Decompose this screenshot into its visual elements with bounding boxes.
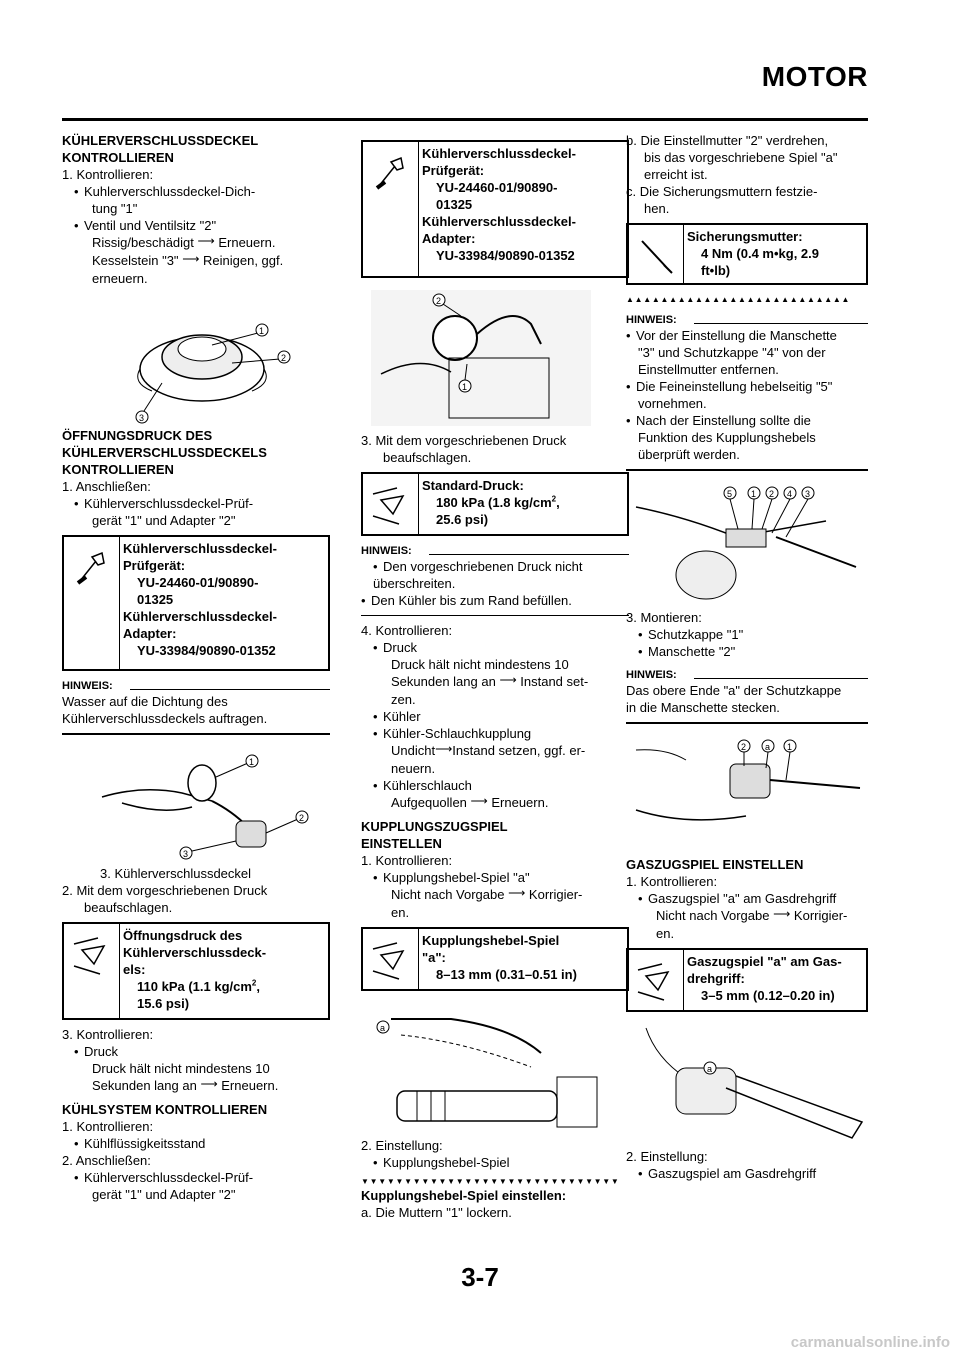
bullet: • Ventil und Ventilsitz "2" [62,217,330,234]
bullet: • Schutzkappe "1" [626,626,868,643]
step: 3. Montieren: [626,610,702,625]
bullet-cont: Undicht⟶Instand setzen, ggf. er- [391,742,586,758]
bullet-cont: Einstellmutter entfernen. [638,362,779,377]
spec-box-pressure: Öffnungsdruck des Kühlerverschlussdeck- els: 110 kPa (1.1 $kg/cm^2$, 15.6 psi) [62,922,330,1020]
step: 2. Anschließen: [62,1153,151,1168]
triangle-marker-row: ▼▼▼▼▼▼▼▼▼▼▼▼▼▼▼▼▼▼▼▼▼▼▼▼▼▼▼▼▼▼ [361,1177,620,1186]
svg-text:5: 5 [727,489,733,499]
bullet-cont: Funktion des Kupplungshebels [638,430,816,445]
watermark: carmanualsonline.info [790,1334,950,1351]
step-cont: bis das vorgeschriebene Spiel "a" [644,150,838,165]
divider [626,469,868,471]
clutch-adjuster-figure [626,477,868,609]
spec-box-clutch: Kupplungshebel-Spiel "a": 8–13 mm (0.31–0.51 in) [361,927,629,991]
svg-text:2: 2 [436,296,442,306]
step: 1. Kontrollieren: [62,1119,154,1134]
divider [62,733,330,735]
section-heading: GASZUGSPIEL EINSTELLEN [626,857,804,872]
radiator-cap-figure [62,287,330,427]
hinweis-label: HINWEIS: [361,544,629,558]
bullet-cont: Sekunden lang an ⟶ Instand set- [391,673,589,689]
wrench-tool-icon [363,142,419,276]
step: 1. Anschließen: [62,479,151,494]
bullet: • Den vorgeschriebenen Druck nicht [361,558,629,575]
svg-text:a: a [765,742,771,752]
bullet-cont: gerät "1" und Adapter "2" [92,513,236,528]
section-heading: KÜHLERVERSCHLUSSDECKEL KONTROLLIEREN [62,133,259,165]
cap-tester-figure [62,741,330,865]
radiator-test-figure [361,284,629,432]
svg-text:3: 3 [139,413,145,423]
step-cont: hen. [644,201,670,216]
bullet: • Kühlerverschlussdeckel-Prüf- [62,1169,330,1186]
bullet: • Nach der Einstellung sollte die [626,412,868,429]
column-1 [62,132,330,1203]
bullet-cont: überprüft werden. [638,447,740,462]
bullet-cont: tung "1" [92,201,138,216]
step: b. Die Einstellmutter "2" verdrehen, [626,133,829,148]
bullet: • Gaszugspiel am Gasdrehgriff [626,1165,868,1182]
note-text: in die Manschette stecken. [626,700,780,715]
bullet: • Kuhlerverschlussdeckel-Dich- [62,183,330,200]
bullet: • Kühlerverschlussdeckel-Prüf- [62,495,330,512]
bullet-cont: Sekunden lang an ⟶ Erneuern. [92,1077,279,1093]
svg-text:1: 1 [259,326,265,336]
section-heading: ÖFFNUNGSDRUCK DES KÜHLERVERSCHLUSSDECKELS KONTROLLIEREN [62,428,267,477]
step-cont: erreicht ist. [644,167,708,182]
note-text: Wasser auf die Dichtung des [62,694,228,709]
bullet-cont: erneuern. [92,271,148,286]
bullet-cont: Druck hält nicht mindestens 10 [92,1061,270,1076]
hinweis-label: HINWEIS: [626,313,868,327]
figure-caption: 3. Kühlerverschlussdeckel [100,866,252,881]
svg-text:1: 1 [249,757,255,767]
bullet-cont: zen. [391,692,416,707]
bullet: • Druck [361,639,629,656]
section-heading: KUPPLUNGSZUGSPIEL EINSTELLEN [361,819,508,851]
torque-wrench-icon [363,474,419,534]
column-3 [626,132,868,1182]
bullet: • Vor der Einstellung die Manschette [626,327,868,344]
wrench-tool-icon [64,537,120,669]
bullet: • Kupplungshebel-Spiel "a" [361,869,629,886]
bullet-cont: en. [656,926,675,941]
svg-text:1: 1 [462,382,468,392]
step: c. Die Sicherungsmuttern festzie- [626,184,818,199]
step: a. Die Muttern "1" lockern. [361,1205,512,1220]
clutch-lever-figure [361,997,629,1137]
step: 2. Einstellung: [626,1149,708,1164]
hinweis-label: HINWEIS: [626,668,868,682]
bullet: • Kühlflüssigkeitsstand [62,1135,330,1152]
bullet: • Manschette "2" [626,643,868,660]
step: 3. Kontrollieren: [62,1027,154,1042]
step-cont: beaufschlagen. [84,900,173,915]
spec-box-tools: Kühlerverschlussdeckel- Prüfgerät: YU-24460-01/90890- 01325 Kühlerverschlussdeckel- Adapter: YU-33984/90890-01352 [361,140,629,278]
step: 1. Kontrollieren: [62,167,154,182]
bullet-cont: Kesselstein "3" ⟶ Reinigen, ggf. [92,252,284,268]
spec-box-pressure: Standard-Druck: 180 kPa (1.8 $kg/cm^2$, 25.6 psi) [361,472,629,536]
throttle-grip-figure [626,1018,868,1148]
bullet: • Kühlerschlauch [361,777,629,794]
bullet-cont: Aufgequollen ⟶ Erneuern. [391,794,549,810]
svg-text:3: 3 [183,849,189,859]
bullet-cont: Druck hält nicht mindestens 10 [391,657,569,672]
page-title: MOTOR [761,61,868,92]
step: 3. Mit dem vorgeschriebenen Druck [361,433,567,448]
protective-cap-figure [626,730,868,850]
bullet-cont: en. [391,905,410,920]
divider [626,722,868,724]
bullet-cont: Nicht nach Vorgabe ⟶ Korrigier- [391,886,583,902]
step: 2. Einstellung: [361,1138,443,1153]
bullet: • Kupplungshebel-Spiel [361,1154,629,1171]
svg-text:2: 2 [769,489,775,499]
bullet-cont: Nicht nach Vorgabe ⟶ Korrigier- [656,907,848,923]
svg-text:2: 2 [741,742,747,752]
note-text: Das obere Ende "a" der Schutzkappe [626,683,842,698]
triangle-marker-row: ▲▲▲▲▲▲▲▲▲▲▲▲▲▲▲▲▲▲▲▲▲▲▲▲▲▲ [626,295,851,304]
spec-box-torque: Sicherungsmutter: 4 Nm (0.4 m•kg, 2.9 ft•lb) [626,223,868,285]
page-number: 3-7 [461,1262,499,1292]
caliper-measure-icon [363,929,419,989]
svg-text:2: 2 [281,353,287,363]
svg-text:1: 1 [787,742,793,752]
bullet: • Gaszugspiel "a" am Gasdrehgriff [626,890,868,907]
note-text: Kühlerverschlussdeckels auftragen. [62,711,268,726]
svg-text:3: 3 [805,489,811,499]
bullet-cont: neuern. [391,761,436,776]
bullet-cont: überschreiten. [373,576,456,591]
svg-text:a: a [707,1064,713,1074]
bullet: • Druck [62,1043,330,1060]
bullet-cont: Rissig/beschädigt ⟶ Erneuern. [92,234,276,250]
subheading: Kupplungshebel-Spiel einstellen: [361,1188,567,1203]
step: 1. Kontrollieren: [626,874,718,889]
header-rule [62,118,868,121]
torque-wrench-icon [628,225,684,283]
spec-box-throttle: Gaszugspiel "a" am Gas- drehgriff: 3–5 mm (0.12–0.20 in) [626,948,868,1012]
bullet: • Den Kühler bis zum Rand befüllen. [361,592,629,609]
hinweis-label: HINWEIS: [62,679,330,693]
svg-text:1: 1 [751,489,757,499]
svg-text:4: 4 [787,489,793,499]
spec-box-tools: Kühlerverschlussdeckel- Prüfgerät: YU-24460-01/90890- 01325 Kühlerverschlussdeckel- Adapter: YU-33984/90890-01352 [62,535,330,671]
caliper-measure-icon [628,950,684,1010]
bullet: • Kühler-Schlauchkupplung [361,725,629,742]
torque-wrench-icon [64,924,120,1018]
step: 2. Mit dem vorgeschriebenen Druck [62,883,268,898]
section-heading: KÜHLSYSTEM KONTROLLIEREN [62,1102,268,1117]
bullet: • Die Feineinstellung hebelseitig "5" [626,378,868,395]
bullet-cont: "3" und Schutzkappe "4" von der [638,345,826,360]
svg-text:2: 2 [299,813,305,823]
column-2 [361,130,629,1221]
bullet-cont: gerät "1" und Adapter "2" [92,1187,236,1202]
divider [361,615,629,616]
bullet-cont: vornehmen. [638,396,707,411]
bullet: • Kühler [361,708,629,725]
step-cont: beaufschlagen. [383,450,472,465]
step: 4. Kontrollieren: [361,623,453,638]
svg-text:a: a [380,1023,386,1033]
step: 1. Kontrollieren: [361,853,453,868]
